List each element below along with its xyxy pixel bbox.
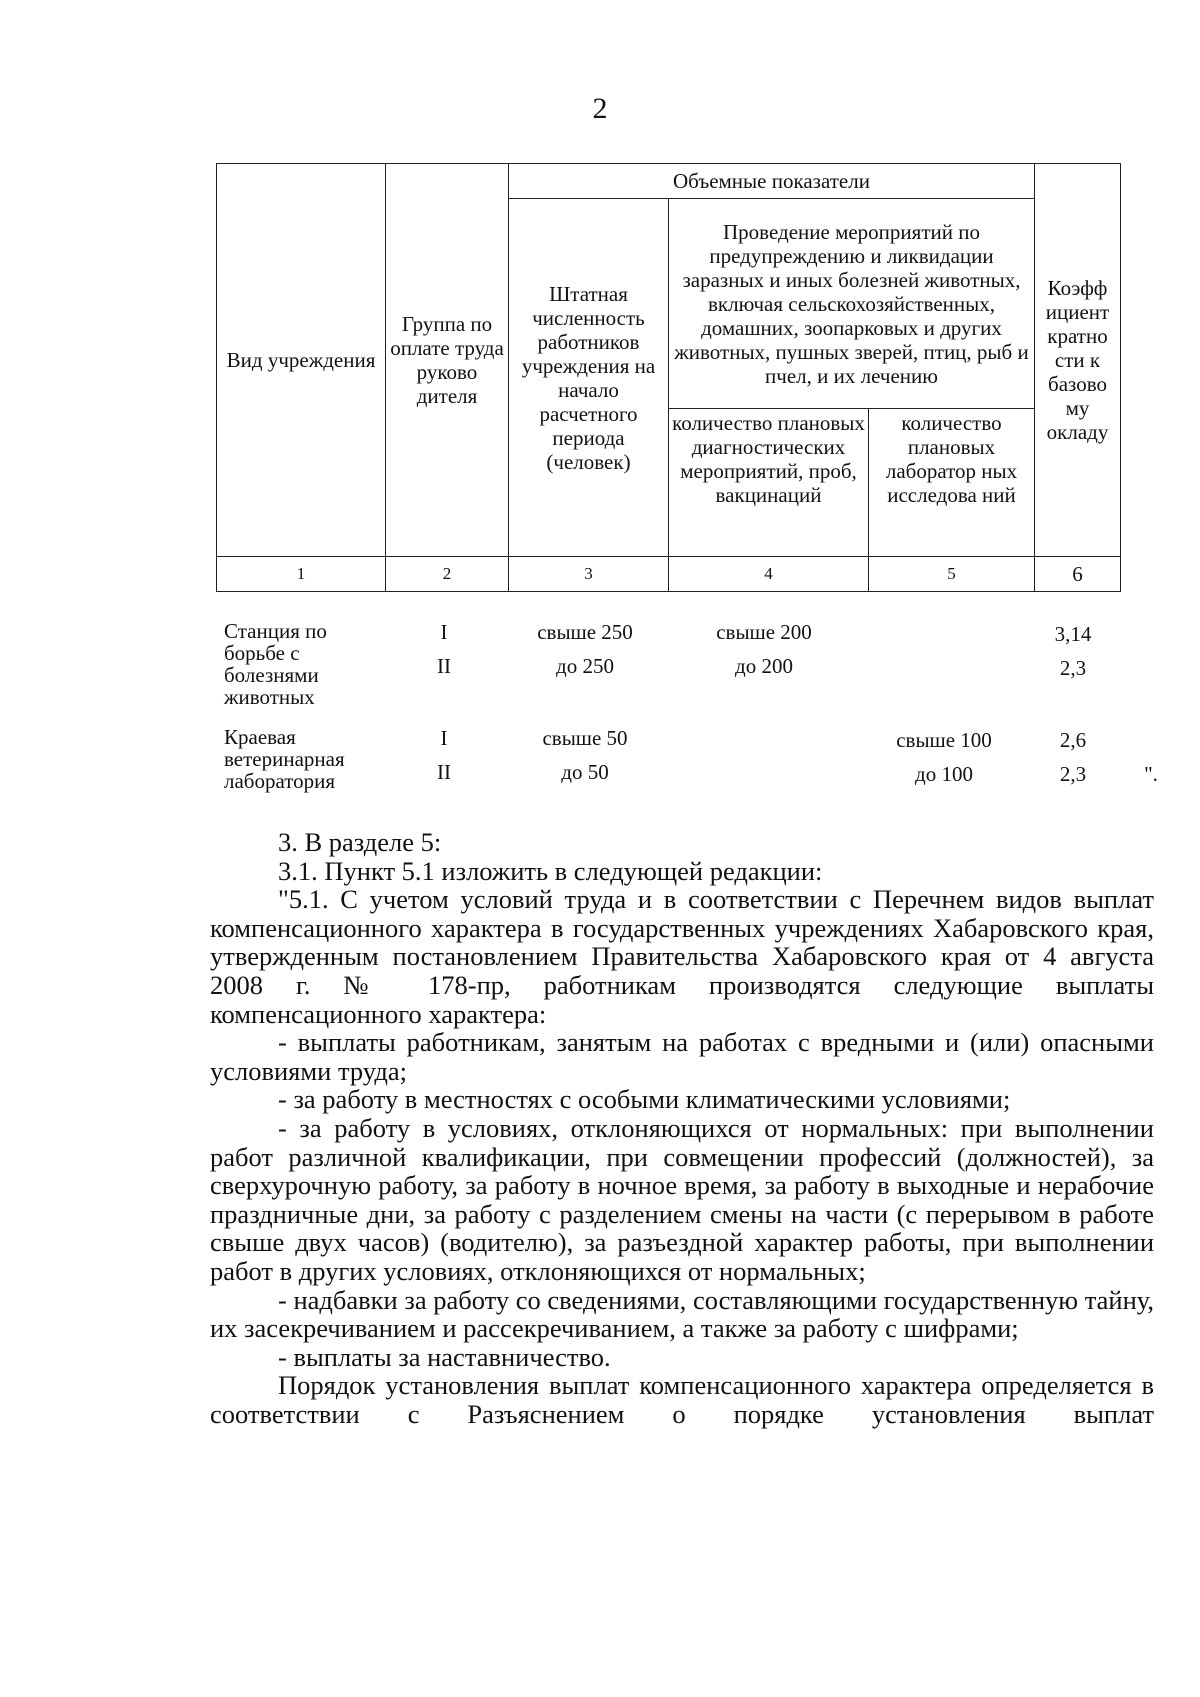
header-institution-type: Вид учреждения [217, 164, 386, 557]
staff-count: свыше 250 [537, 620, 633, 644]
lab-count: до 100 [915, 762, 973, 786]
column-number: 5 [869, 557, 1035, 592]
coefficient: 2,6 [1059, 728, 1087, 752]
column-numbers-row [217, 557, 1121, 592]
header-pay-group: Группа по оплате труда руково дителя [386, 164, 509, 557]
paragraph: Порядок установления выплат компенсационного характера определяется в соответствии с Разъяснением о порядке установления выплат [210, 1370, 1154, 1429]
coefficient: 2,3 [1059, 656, 1087, 680]
pay-group: I [440, 726, 448, 750]
diagnostic-count: до 200 [735, 654, 793, 678]
header-coefficient: Коэфф ициент кратно сти к базово му окладу [1035, 164, 1121, 557]
list-item: - надбавки за работу со сведениями, составляющими государственную тайну, их засекречиванием и рассекречиванием, а также за работу с шифрами; [210, 1284, 1154, 1344]
paragraph: 3.1. Пункт 5.1 изложить в следующей редакции: [278, 855, 823, 886]
institution-name: Станция по борьбе с болезнями животных [224, 619, 327, 709]
table-row [216, 620, 1176, 712]
coefficient: 3,14 [1054, 622, 1092, 646]
column-number: 4 [669, 557, 869, 592]
closing-quote: ". [1144, 762, 1158, 786]
volume-indicators-table [216, 163, 1121, 592]
list-item: - за работу в условиях, отклоняющихся от нормальных: при выполнении работ различной квалификации, при совмещении профессий (должностей), за сверхурочную работу, за работу в ночное время, за работу в выходные и нерабочие праздничные дни, за работу с разделением смены на части (с перерывом в работе свыше двух часов) (водителю), за разъездной характер работы, при выполнении работ в других условиях, отклоняющихся от нормальных; [210, 1112, 1154, 1286]
staff-count: до 250 [556, 654, 614, 678]
lab-count: свыше 100 [896, 728, 992, 752]
section-heading: 3. В разделе 5: [278, 827, 442, 857]
document-body [210, 828, 1154, 1428]
column-number: 1 [217, 557, 386, 592]
paragraph: "5.1. С учетом условий труда и в соответствии с Перечнем видов выплат компенсационного характера в государственных учреждениях Хабаровского края, утвержденным постановлением Правительства Хабаровского края от 4 августа 2008 г. № 178-пр, работникам производятся следующие выплаты компенсационного характера: [210, 884, 1154, 1029]
list-item: - выплаты работникам, занятым на работах с вредными и (или) опасными условиями труда; [210, 1027, 1154, 1086]
list-item: - за работу в местностях с особыми климатическими условиями; [278, 1084, 1011, 1115]
column-number: 6 [1035, 557, 1121, 592]
page-number: 2 [592, 92, 608, 125]
pay-group: I [440, 620, 448, 644]
list-item: - выплаты за наставничество. [278, 1341, 611, 1372]
column-number: 3 [509, 557, 669, 592]
header-lab-count: количество плановых лаборатор ных исследова ний [869, 409, 1035, 557]
institution-name: Краевая ветеринарная лаборатория [224, 725, 345, 793]
header-volume-indicators: Объемные показатели [509, 164, 1035, 199]
table-row [216, 726, 1176, 796]
coefficient: 2,3 [1059, 762, 1087, 786]
header-diagnostic-count: количество плановых диагностических мероприятий, проб, вакцинаций [669, 409, 869, 557]
pay-group: II [437, 760, 451, 784]
staff-count: свыше 50 [542, 726, 628, 750]
header-disease-measures: Проведение мероприятий по предупреждению и ликвидации заразных и иных болезней животных, включая сельскохозяйственных, домашних, зоопарковых и других животных, пушных зверей, птиц, рыб и пчел, и их лечению [669, 199, 1035, 409]
staff-count: до 50 [561, 760, 609, 784]
column-number: 2 [386, 557, 509, 592]
diagnostic-count: свыше 200 [716, 620, 812, 644]
pay-group: II [437, 654, 451, 678]
header-staff-count: Штатная численность работников учреждения на начало расчетного периода (человек) [509, 199, 669, 557]
